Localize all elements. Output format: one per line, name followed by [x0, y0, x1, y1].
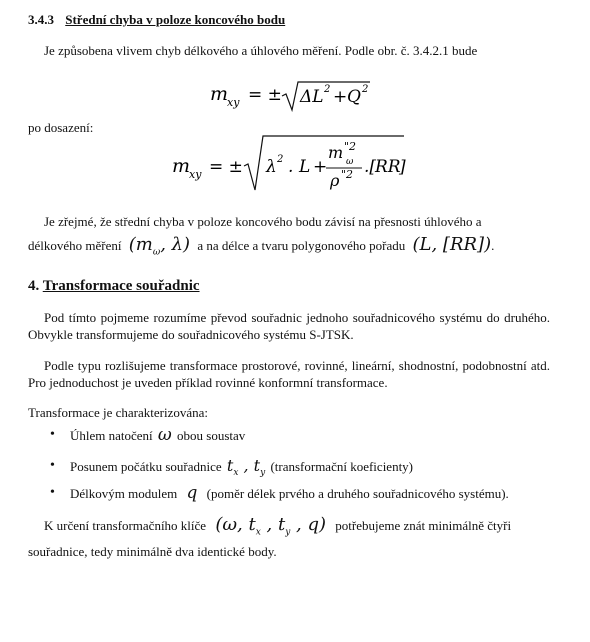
svg-text:"2: "2: [344, 140, 357, 153]
eq1-m: m: [210, 83, 229, 105]
svg-text:= ±: = ±: [248, 85, 282, 105]
section-4-title: Transformace souřadnic: [42, 278, 200, 294]
list-intro: Transformace je charakterizována:: [28, 405, 208, 420]
section-4-paragraph-2: Podle typu rozlišujeme transformace prostorové, rovinné, lineární, shodnostní, podobnostní atd. Pro jednoduchost je uveden příklad rovinné konformní transformace.: [28, 358, 550, 390]
inline-formula-a: ($m_\omega$, λ): [128, 234, 191, 258]
svg-text:.: .: [288, 157, 294, 177]
list-item: • Úhlem natočení ω obou soustav: [48, 424, 509, 450]
equation-1: [200, 76, 390, 116]
svg-text:RR: RR: [375, 157, 401, 177]
svg-text:λ: λ: [266, 157, 277, 177]
svg-text:m: m: [328, 143, 344, 162]
conclusion-line-2: délkového měření ($m_\omega$, λ) a na délce a tvaru polygonového pořadu (L, [RR]).: [28, 234, 495, 258]
section-4-paragraph-1: Pod tímto pojmeme rozumíme převod souřadnic jednoho souřadnicového systému do druhého. Obvykle transformujeme do souřadnicového systému S-JTSK.: [28, 310, 550, 342]
section-heading: [28, 12, 285, 28]
svg-text:ρ: ρ: [330, 171, 340, 190]
svg-text:xy: xy: [189, 168, 202, 181]
svg-text:ω: ω: [346, 157, 354, 167]
svg-text:m: m: [172, 155, 191, 177]
svg-text:+: +: [313, 157, 328, 177]
after-eq1-label: po dosazení:: [28, 120, 94, 135]
svg-text:"2: "2: [341, 168, 354, 181]
svg-text:ΔL: ΔL: [300, 87, 324, 107]
svg-text:2: 2: [324, 84, 331, 95]
svg-text:2: 2: [277, 154, 284, 165]
final-paragraph-line-2: souřadnice, tedy minimálně dva identické body.: [28, 544, 277, 559]
section-number: 3.4.3: [28, 12, 54, 27]
svg-text:L: L: [299, 157, 311, 177]
svg-text:Q: Q: [347, 87, 361, 107]
section-4-heading: 4. Transformace souřadnic: [28, 278, 200, 294]
characteristics-list: [48, 424, 509, 508]
conclusion-line-1: Je zřejmé, že střední chyba v poloze koncového bodu závisí na přesnosti úhlového a: [44, 214, 482, 229]
svg-text:.[: .[: [364, 157, 377, 177]
list-item: • Délkovým modulem q (poměr délek prvého a druhého souřadnicového systému).: [48, 482, 509, 508]
svg-text:= ±: = ±: [209, 157, 243, 177]
svg-text:+: +: [333, 87, 348, 107]
equation-2: [172, 132, 412, 196]
eq1-sub: xy: [227, 96, 240, 109]
list-item: • Posunem počátku souřadnice $t_x$ , $t_y$ (transformační koeficienty): [48, 452, 509, 480]
section-title: Střední chyba v poloze koncového bodu: [65, 12, 286, 27]
inline-formula-b: (L, [RR]): [412, 234, 492, 255]
svg-text:2: 2: [362, 84, 369, 95]
svg-text:]: ]: [399, 157, 406, 177]
intro-paragraph: Je způsobena vlivem chyb délkového a úhlového měření. Podle obr. č. 3.4.2.1 bude: [44, 43, 478, 58]
final-paragraph-line-1: K určení transformačního klíče (ω, $t_x$ , $t_y$ , q) potřebujeme znát minimálně čtyři: [44, 514, 512, 538]
